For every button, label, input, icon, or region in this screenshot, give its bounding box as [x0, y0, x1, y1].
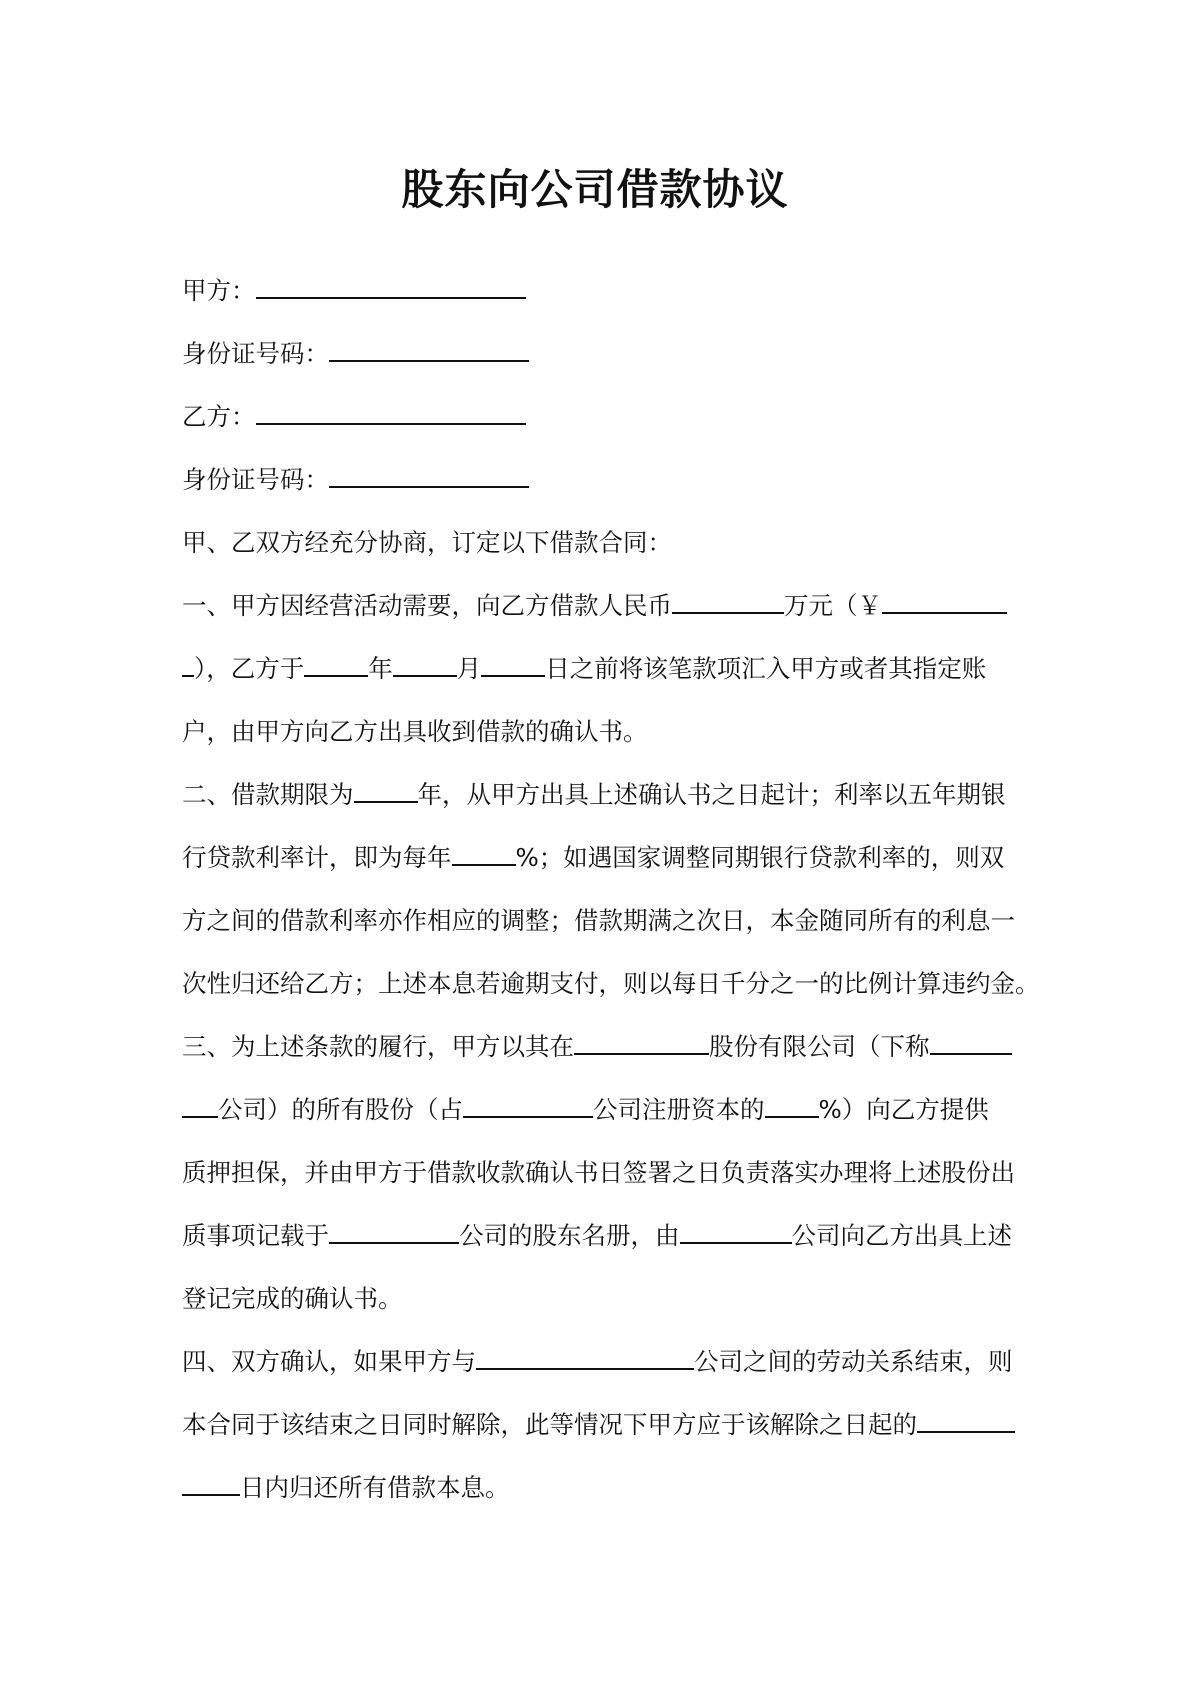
clause2-line2: [182, 826, 1017, 889]
clause2-line4: 次性归还给乙方；上述本息若逾期支付，则以每日千分之一的比例计算违约金。: [182, 969, 1040, 998]
clause1-text-3: ），乙方于: [194, 654, 305, 683]
clause4-line3: [182, 1456, 1017, 1519]
clause1-text-4: 年: [368, 654, 393, 683]
year-blank: [304, 651, 368, 677]
clause3-text-8: 公司的股东名册，由: [459, 1221, 680, 1250]
clause2-line3: 方之间的借款利率亦作相应的调整；借款期满之次日，本金随同所有的利息一: [182, 906, 1015, 935]
id-number-line-1: [182, 322, 1017, 385]
issuing-company-blank: [680, 1218, 792, 1244]
clause3-text-9: 公司向乙方出具上述: [791, 1221, 1012, 1250]
company-short-name-blank: [930, 1029, 1012, 1055]
company-name-blank: [574, 1029, 709, 1055]
clause3-line1: [182, 1015, 1017, 1078]
repay-days-blank: [917, 1407, 1015, 1433]
clause4-line2: [182, 1393, 1017, 1456]
clause4-text-3: 本合同于该结束之日同时解除，此等情况下甲方应于该解除之日起的: [182, 1410, 917, 1439]
clause1-line1: [182, 574, 1017, 637]
loan-term-blank: [354, 777, 418, 803]
clause2-text-1: 二、借款期限为: [182, 780, 354, 809]
document-body: [182, 259, 1040, 1519]
employer-company-blank: [476, 1344, 694, 1370]
loan-amount-blank: [672, 588, 784, 614]
clause1-line2: [182, 637, 1017, 700]
id-number-label-1: 身份证号码：: [182, 339, 329, 368]
clause1-text-6: 日之前将该笔款项汇入甲方或者其指定账: [545, 654, 987, 683]
party-a-line: [182, 259, 1017, 322]
share-company-blank: [463, 1092, 593, 1118]
clause2-text-2: 年，从甲方出具上述确认书之日起计；利率以五年期银: [417, 780, 1006, 809]
clause3-line3: 质押担保，并由甲方于借款收款确认书日签署之日负责落实办理将上述股份出: [182, 1158, 1015, 1187]
clause4-text-1: 四、双方确认，如果甲方与: [182, 1347, 476, 1376]
id-number-label-2: 身份证号码：: [182, 465, 329, 494]
clause2-text-4: %；如遇国家调整同期银行贷款利率的，则双: [515, 843, 1005, 872]
clause1-line3: 户，由甲方向乙方出具收到借款的确认书。: [182, 717, 648, 746]
clause1-text-1: 一、甲方因经营活动需要，向乙方借款人民币: [182, 591, 672, 620]
repay-days-blank-cont: [182, 1470, 240, 1496]
party-a-blank: [256, 273, 526, 299]
id-number-blank-1: [329, 336, 529, 362]
clause1-text-2: 万元（￥: [784, 591, 882, 620]
clause2-text-3: 行贷款利率计，即为每年: [182, 843, 452, 872]
company-short-name-blank-cont: [182, 1092, 218, 1118]
document-title: 股东向公司借款协议: [401, 165, 789, 214]
register-company-blank: [329, 1218, 459, 1244]
clause3-text-3: 公司）的所有股份（占: [218, 1095, 463, 1124]
clause3-line4: [182, 1204, 1017, 1267]
clause3-text-5: %）向乙方提供: [818, 1095, 989, 1124]
party-b-line: [182, 385, 1017, 448]
clause2-line1: [182, 763, 1017, 826]
clause3-line5: 登记完成的确认书。: [182, 1284, 403, 1313]
month-blank: [393, 651, 457, 677]
party-b-blank: [256, 399, 526, 425]
clause3-text-4: 公司注册资本的: [593, 1095, 765, 1124]
loan-amount-figure-blank-cont: [182, 651, 194, 677]
clause1-text-5: 月: [456, 654, 482, 683]
party-b-label: 乙方：: [182, 402, 256, 431]
id-number-line-2: [182, 448, 1017, 511]
party-a-label: 甲方：: [182, 276, 256, 305]
clause3-text-1: 三、为上述条款的履行，甲方以其在: [182, 1032, 574, 1061]
day-blank: [481, 651, 545, 677]
clause3-text-7: 质事项记载于: [182, 1221, 329, 1250]
clause4-line1: [182, 1330, 1017, 1393]
clause4-text-4: 日内归还所有借款本息。: [240, 1473, 510, 1502]
loan-amount-figure-blank: [882, 588, 1007, 614]
clause3-text-2: 股份有限公司（下称: [709, 1032, 930, 1061]
intro-line: 甲、乙双方经充分协商，订定以下借款合同：: [182, 528, 672, 557]
interest-rate-blank: [452, 840, 516, 866]
clause4-text-2: 公司之间的劳动关系结束，则: [694, 1347, 1013, 1376]
clause3-line2: [182, 1078, 1017, 1141]
share-percent-blank: [765, 1092, 819, 1118]
id-number-blank-2: [329, 462, 529, 488]
